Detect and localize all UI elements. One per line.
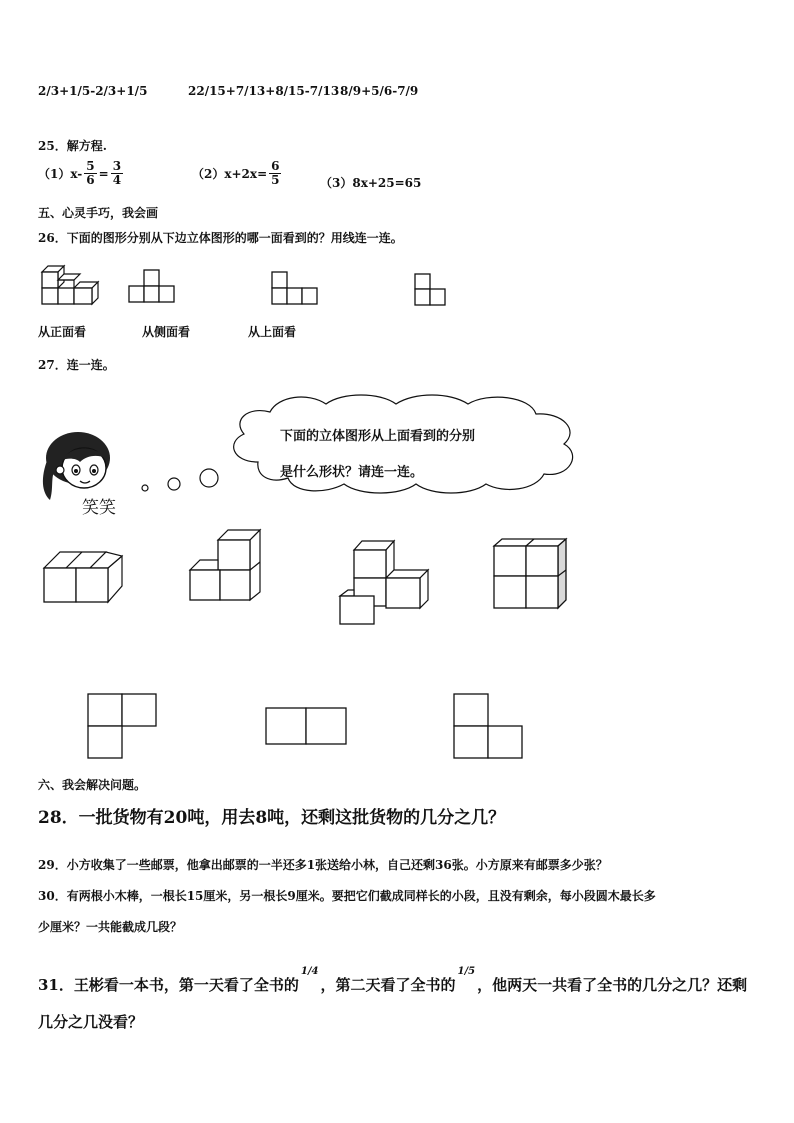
label-side-view: 从侧面看 [142, 325, 191, 339]
eq2-fraction: $\frac{6}{5}$ [271, 159, 280, 187]
q25-equation-2 [192, 160, 283, 187]
q26-solid-figure [38, 262, 108, 307]
solid-2 [188, 528, 264, 602]
q25-equation-3: （3）8x+25=65 [320, 176, 422, 190]
top-view-1 [86, 692, 160, 762]
q31-fraction-1: 1/4 [300, 966, 319, 977]
q25-equation-1 [38, 160, 125, 187]
q31-line-1 [38, 966, 748, 995]
q26-view-b [270, 270, 320, 306]
solid-4 [490, 536, 572, 612]
q31-line-2: 几分之几没看？ [38, 1013, 144, 1031]
q31-part-3: ，他两天一共看了全书的几分之几？还剩 [477, 976, 748, 994]
top-view-3 [452, 692, 526, 762]
q30-text-line-2: 少厘米？一共能截成几段？ [38, 920, 183, 934]
bubble-text-line-2: 是什么形状？请连一连。 [280, 465, 424, 480]
expression-1: 2/3+1/5-2/3+1/5 [38, 84, 148, 98]
eq1-label: （1）x- [38, 167, 83, 181]
section-6-heading: 六、我会解决问题。 [38, 778, 147, 792]
top-view-2 [264, 706, 348, 748]
solid-1 [42, 546, 124, 606]
label-top-view: 从上面看 [248, 325, 297, 339]
eq1-equals: = [98, 166, 109, 181]
section-5-heading: 五、心灵手巧，我会画 [38, 206, 159, 220]
q25-title: 25．解方程. [38, 139, 107, 153]
label-front-view: 从正面看 [38, 325, 87, 339]
q31-part-1: 31．王彬看一本书，第一天看了全书的 [38, 976, 299, 994]
eq1-fraction-b: $\frac{3}{4}$ [112, 159, 122, 187]
eq2-label: （2）x+2x= [192, 167, 268, 181]
q26-view-c [412, 270, 452, 310]
thought-dots [138, 464, 228, 496]
solid-3 [338, 538, 430, 626]
q31-part-2: ，第二天看了全书的 [320, 976, 456, 994]
q29-text: 29．小方收集了一些邮票，他拿出邮票的一半还多1张送给小林，自己还剩36张。小方原来有邮票多少张？ [38, 858, 608, 872]
q28-text: 28．一批货物有20吨，用去8吨，还剩这批货物的几分之几？ [38, 808, 506, 828]
q30-text-line-1: 30．有两根小木棒，一根长15厘米，另一根长9厘米。要把它们截成同样长的小段，且没有剩余，每小段圆木最长多 [38, 889, 656, 903]
q31-fraction-2: 1/5 [457, 966, 476, 977]
expression-3: 8/9+5/6-7/9 [340, 84, 419, 98]
q26-title: 26．下面的图形分别从下边立体图形的哪一面看到的？用线连一连。 [38, 231, 403, 245]
girl-name: 笑笑 [82, 498, 116, 518]
bubble-text-line-1: 下面的立体图形从上面看到的分别 [280, 429, 476, 444]
q27-title: 27．连一连。 [38, 358, 115, 372]
q26-view-a [128, 268, 178, 304]
eq1-fraction-a: $\frac{5}{6}$ [86, 159, 95, 187]
expression-2: 22/15+7/13+8/15-7/13 [188, 84, 340, 98]
